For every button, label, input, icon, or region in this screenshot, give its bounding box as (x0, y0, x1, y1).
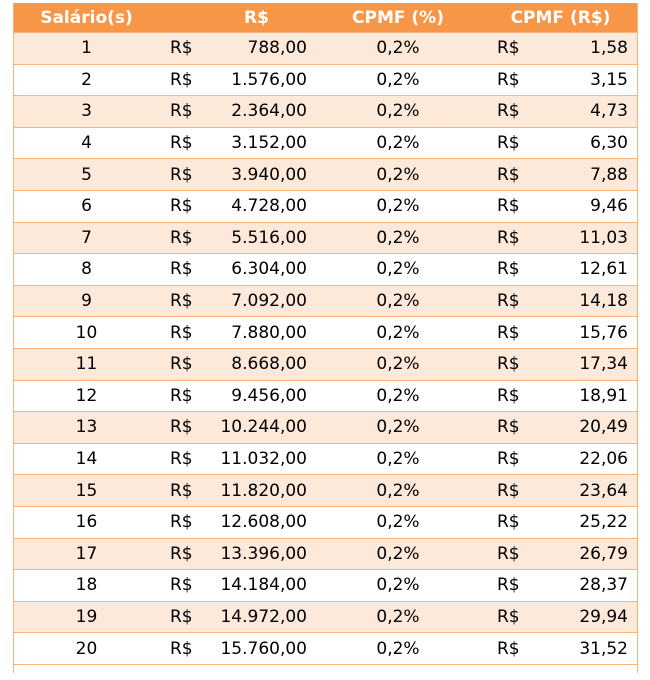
cpmf-amount: 31,52 (579, 638, 628, 659)
table-row (13, 348, 638, 380)
salary-count-cell: 12 (13, 380, 160, 412)
cpmf-value-cell (483, 570, 638, 602)
salary-count-cell: 9 (13, 285, 160, 317)
cpmf-value-cell (483, 285, 638, 317)
cpmf-percent-cell: 0,2% (313, 380, 483, 412)
cpmf-value-cell (483, 33, 638, 65)
currency-symbol: R$ (497, 638, 520, 659)
currency-symbol: R$ (170, 133, 193, 154)
table-row (13, 64, 638, 96)
currency-symbol: R$ (170, 196, 193, 217)
currency-symbol: R$ (170, 449, 193, 470)
cpmf-table-container (13, 3, 638, 665)
currency-symbol: R$ (170, 322, 193, 343)
salary-amount: 11.032,00 (220, 449, 307, 470)
currency-symbol: R$ (170, 227, 193, 248)
table-row (13, 633, 638, 665)
salary-value-cell (160, 159, 313, 191)
currency-symbol: R$ (170, 512, 193, 533)
salary-count-cell: 20 (13, 633, 160, 665)
salary-amount: 15.760,00 (220, 638, 307, 659)
cpmf-percent-cell: 0,2% (313, 222, 483, 254)
cpmf-value-cell (483, 317, 638, 349)
cpmf-value-cell (483, 348, 638, 380)
salary-count-cell: 18 (13, 570, 160, 602)
cpmf-amount: 20,49 (579, 417, 628, 438)
salary-amount: 7.092,00 (231, 291, 307, 312)
currency-symbol: R$ (497, 259, 520, 280)
table-row (13, 443, 638, 475)
salary-count-cell: 19 (13, 601, 160, 633)
salary-count-cell: 14 (13, 443, 160, 475)
currency-symbol: R$ (497, 575, 520, 596)
cpmf-amount: 14,18 (579, 291, 628, 312)
currency-symbol: R$ (497, 606, 520, 627)
table-row (13, 127, 638, 159)
header-salarios: Salário(s) (13, 3, 160, 33)
currency-symbol: R$ (170, 543, 193, 564)
salary-count-cell: 5 (13, 159, 160, 191)
salary-value-cell (160, 412, 313, 444)
salary-value-cell (160, 127, 313, 159)
cpmf-percent-cell: 0,2% (313, 285, 483, 317)
currency-symbol: R$ (170, 291, 193, 312)
cpmf-amount: 29,94 (579, 606, 628, 627)
cpmf-value-cell (483, 443, 638, 475)
table-row (13, 254, 638, 286)
table-row (13, 380, 638, 412)
currency-symbol: R$ (497, 480, 520, 501)
salary-value-cell (160, 96, 313, 128)
cpmf-amount: 1,58 (590, 38, 628, 59)
cpmf-amount: 9,46 (590, 196, 628, 217)
salary-count-cell: 8 (13, 254, 160, 286)
salary-amount: 8.668,00 (231, 354, 307, 375)
cpmf-percent-cell: 0,2% (313, 506, 483, 538)
currency-symbol: R$ (170, 101, 193, 122)
cpmf-value-cell (483, 538, 638, 570)
salary-count-cell: 4 (13, 127, 160, 159)
salary-value-cell (160, 570, 313, 602)
cpmf-percent-cell: 0,2% (313, 601, 483, 633)
salary-value-cell (160, 538, 313, 570)
cpmf-amount: 23,64 (579, 480, 628, 501)
currency-symbol: R$ (497, 449, 520, 470)
table-row (13, 475, 638, 507)
cpmf-value-cell (483, 127, 638, 159)
currency-symbol: R$ (497, 543, 520, 564)
cpmf-value-cell (483, 475, 638, 507)
cpmf-percent-cell: 0,2% (313, 127, 483, 159)
cpmf-percent-cell: 0,2% (313, 570, 483, 602)
cpmf-amount: 11,03 (579, 227, 628, 248)
salary-value-cell (160, 317, 313, 349)
cpmf-value-cell (483, 380, 638, 412)
table-row (13, 317, 638, 349)
cpmf-percent-cell: 0,2% (313, 159, 483, 191)
cpmf-table (13, 3, 638, 665)
header-cpmf-rs: CPMF (R$) (483, 3, 638, 33)
salary-amount: 6.304,00 (231, 259, 307, 280)
salary-amount: 10.244,00 (220, 417, 307, 438)
table-row (13, 222, 638, 254)
currency-symbol: R$ (497, 512, 520, 533)
cpmf-value-cell (483, 506, 638, 538)
salary-amount: 12.608,00 (220, 512, 307, 533)
cpmf-value-cell (483, 96, 638, 128)
currency-symbol: R$ (170, 259, 193, 280)
currency-symbol: R$ (497, 227, 520, 248)
currency-symbol: R$ (170, 385, 193, 406)
cpmf-percent-cell: 0,2% (313, 412, 483, 444)
currency-symbol: R$ (170, 38, 193, 59)
cpmf-amount: 6,30 (590, 133, 628, 154)
cpmf-percent-cell: 0,2% (313, 317, 483, 349)
currency-symbol: R$ (497, 417, 520, 438)
cpmf-value-cell (483, 222, 638, 254)
salary-amount: 788,00 (247, 38, 307, 59)
currency-symbol: R$ (497, 322, 520, 343)
currency-symbol: R$ (497, 101, 520, 122)
cpmf-percent-cell: 0,2% (313, 475, 483, 507)
cpmf-value-cell (483, 412, 638, 444)
salary-amount: 4.728,00 (231, 196, 307, 217)
salary-count-cell: 11 (13, 348, 160, 380)
cpmf-value-cell (483, 633, 638, 665)
currency-symbol: R$ (497, 133, 520, 154)
cpmf-percent-cell: 0,2% (313, 254, 483, 286)
salary-amount: 3.152,00 (231, 133, 307, 154)
cpmf-amount: 17,34 (579, 354, 628, 375)
cpmf-value-cell (483, 601, 638, 633)
cpmf-percent-cell: 0,2% (313, 348, 483, 380)
currency-symbol: R$ (170, 480, 193, 501)
cpmf-percent-cell: 0,2% (313, 96, 483, 128)
salary-count-cell: 3 (13, 96, 160, 128)
salary-amount: 14.972,00 (220, 606, 307, 627)
salary-amount: 13.396,00 (220, 543, 307, 564)
table-header (13, 3, 638, 33)
salary-amount: 9.456,00 (231, 385, 307, 406)
salary-value-cell (160, 254, 313, 286)
currency-symbol: R$ (497, 164, 520, 185)
currency-symbol: R$ (170, 417, 193, 438)
salary-value-cell (160, 285, 313, 317)
cpmf-amount: 7,88 (590, 164, 628, 185)
table-row (13, 538, 638, 570)
salary-value-cell (160, 601, 313, 633)
currency-symbol: R$ (170, 606, 193, 627)
cpmf-percent-cell: 0,2% (313, 443, 483, 475)
salary-amount: 14.184,00 (220, 575, 307, 596)
salary-value-cell (160, 475, 313, 507)
cpmf-amount: 12,61 (579, 259, 628, 280)
cpmf-value-cell (483, 254, 638, 286)
table-row (13, 96, 638, 128)
cpmf-percent-cell: 0,2% (313, 64, 483, 96)
cpmf-amount: 18,91 (579, 385, 628, 406)
currency-symbol: R$ (170, 575, 193, 596)
cpmf-value-cell (483, 190, 638, 222)
table-row (13, 159, 638, 191)
salary-amount: 3.940,00 (231, 164, 307, 185)
salary-count-cell: 6 (13, 190, 160, 222)
cpmf-amount: 28,37 (579, 575, 628, 596)
table-body (13, 33, 638, 665)
currency-symbol: R$ (497, 385, 520, 406)
salary-count-cell: 16 (13, 506, 160, 538)
table-row (13, 33, 638, 65)
salary-count-cell: 7 (13, 222, 160, 254)
cpmf-value-cell (483, 159, 638, 191)
currency-symbol: R$ (497, 354, 520, 375)
cpmf-percent-cell: 0,2% (313, 633, 483, 665)
header-row (13, 3, 638, 33)
currency-symbol: R$ (497, 69, 520, 90)
table-row (13, 285, 638, 317)
header-cpmf-pct: CPMF (%) (313, 3, 483, 33)
salary-count-cell: 17 (13, 538, 160, 570)
table-row (13, 570, 638, 602)
currency-symbol: R$ (497, 196, 520, 217)
cpmf-amount: 25,22 (579, 512, 628, 533)
salary-value-cell (160, 380, 313, 412)
currency-symbol: R$ (170, 638, 193, 659)
header-rs: R$ (160, 3, 313, 33)
currency-symbol: R$ (170, 164, 193, 185)
salary-count-cell: 13 (13, 412, 160, 444)
cpmf-percent-cell: 0,2% (313, 538, 483, 570)
salary-value-cell (160, 190, 313, 222)
salary-amount: 1.576,00 (231, 69, 307, 90)
salary-count-cell: 10 (13, 317, 160, 349)
currency-symbol: R$ (497, 291, 520, 312)
salary-value-cell (160, 33, 313, 65)
salary-value-cell (160, 443, 313, 475)
salary-amount: 7.880,00 (231, 322, 307, 343)
salary-amount: 5.516,00 (231, 227, 307, 248)
cpmf-amount: 3,15 (590, 69, 628, 90)
salary-amount: 2.364,00 (231, 101, 307, 122)
table-row (13, 412, 638, 444)
cpmf-amount: 22,06 (579, 449, 628, 470)
cpmf-percent-cell: 0,2% (313, 190, 483, 222)
cpmf-value-cell (483, 64, 638, 96)
table-row (13, 601, 638, 633)
cpmf-percent-cell: 0,2% (313, 33, 483, 65)
currency-symbol: R$ (170, 69, 193, 90)
salary-value-cell (160, 64, 313, 96)
salary-value-cell (160, 633, 313, 665)
cpmf-amount: 26,79 (579, 543, 628, 564)
cpmf-amount: 15,76 (579, 322, 628, 343)
table-row (13, 190, 638, 222)
salary-count-cell: 15 (13, 475, 160, 507)
currency-symbol: R$ (170, 354, 193, 375)
salary-value-cell (160, 506, 313, 538)
salary-count-cell: 1 (13, 33, 160, 65)
salary-value-cell (160, 348, 313, 380)
currency-symbol: R$ (497, 38, 520, 59)
salary-count-cell: 2 (13, 64, 160, 96)
cpmf-amount: 4,73 (590, 101, 628, 122)
salary-value-cell (160, 222, 313, 254)
table-row (13, 506, 638, 538)
salary-amount: 11.820,00 (220, 480, 307, 501)
